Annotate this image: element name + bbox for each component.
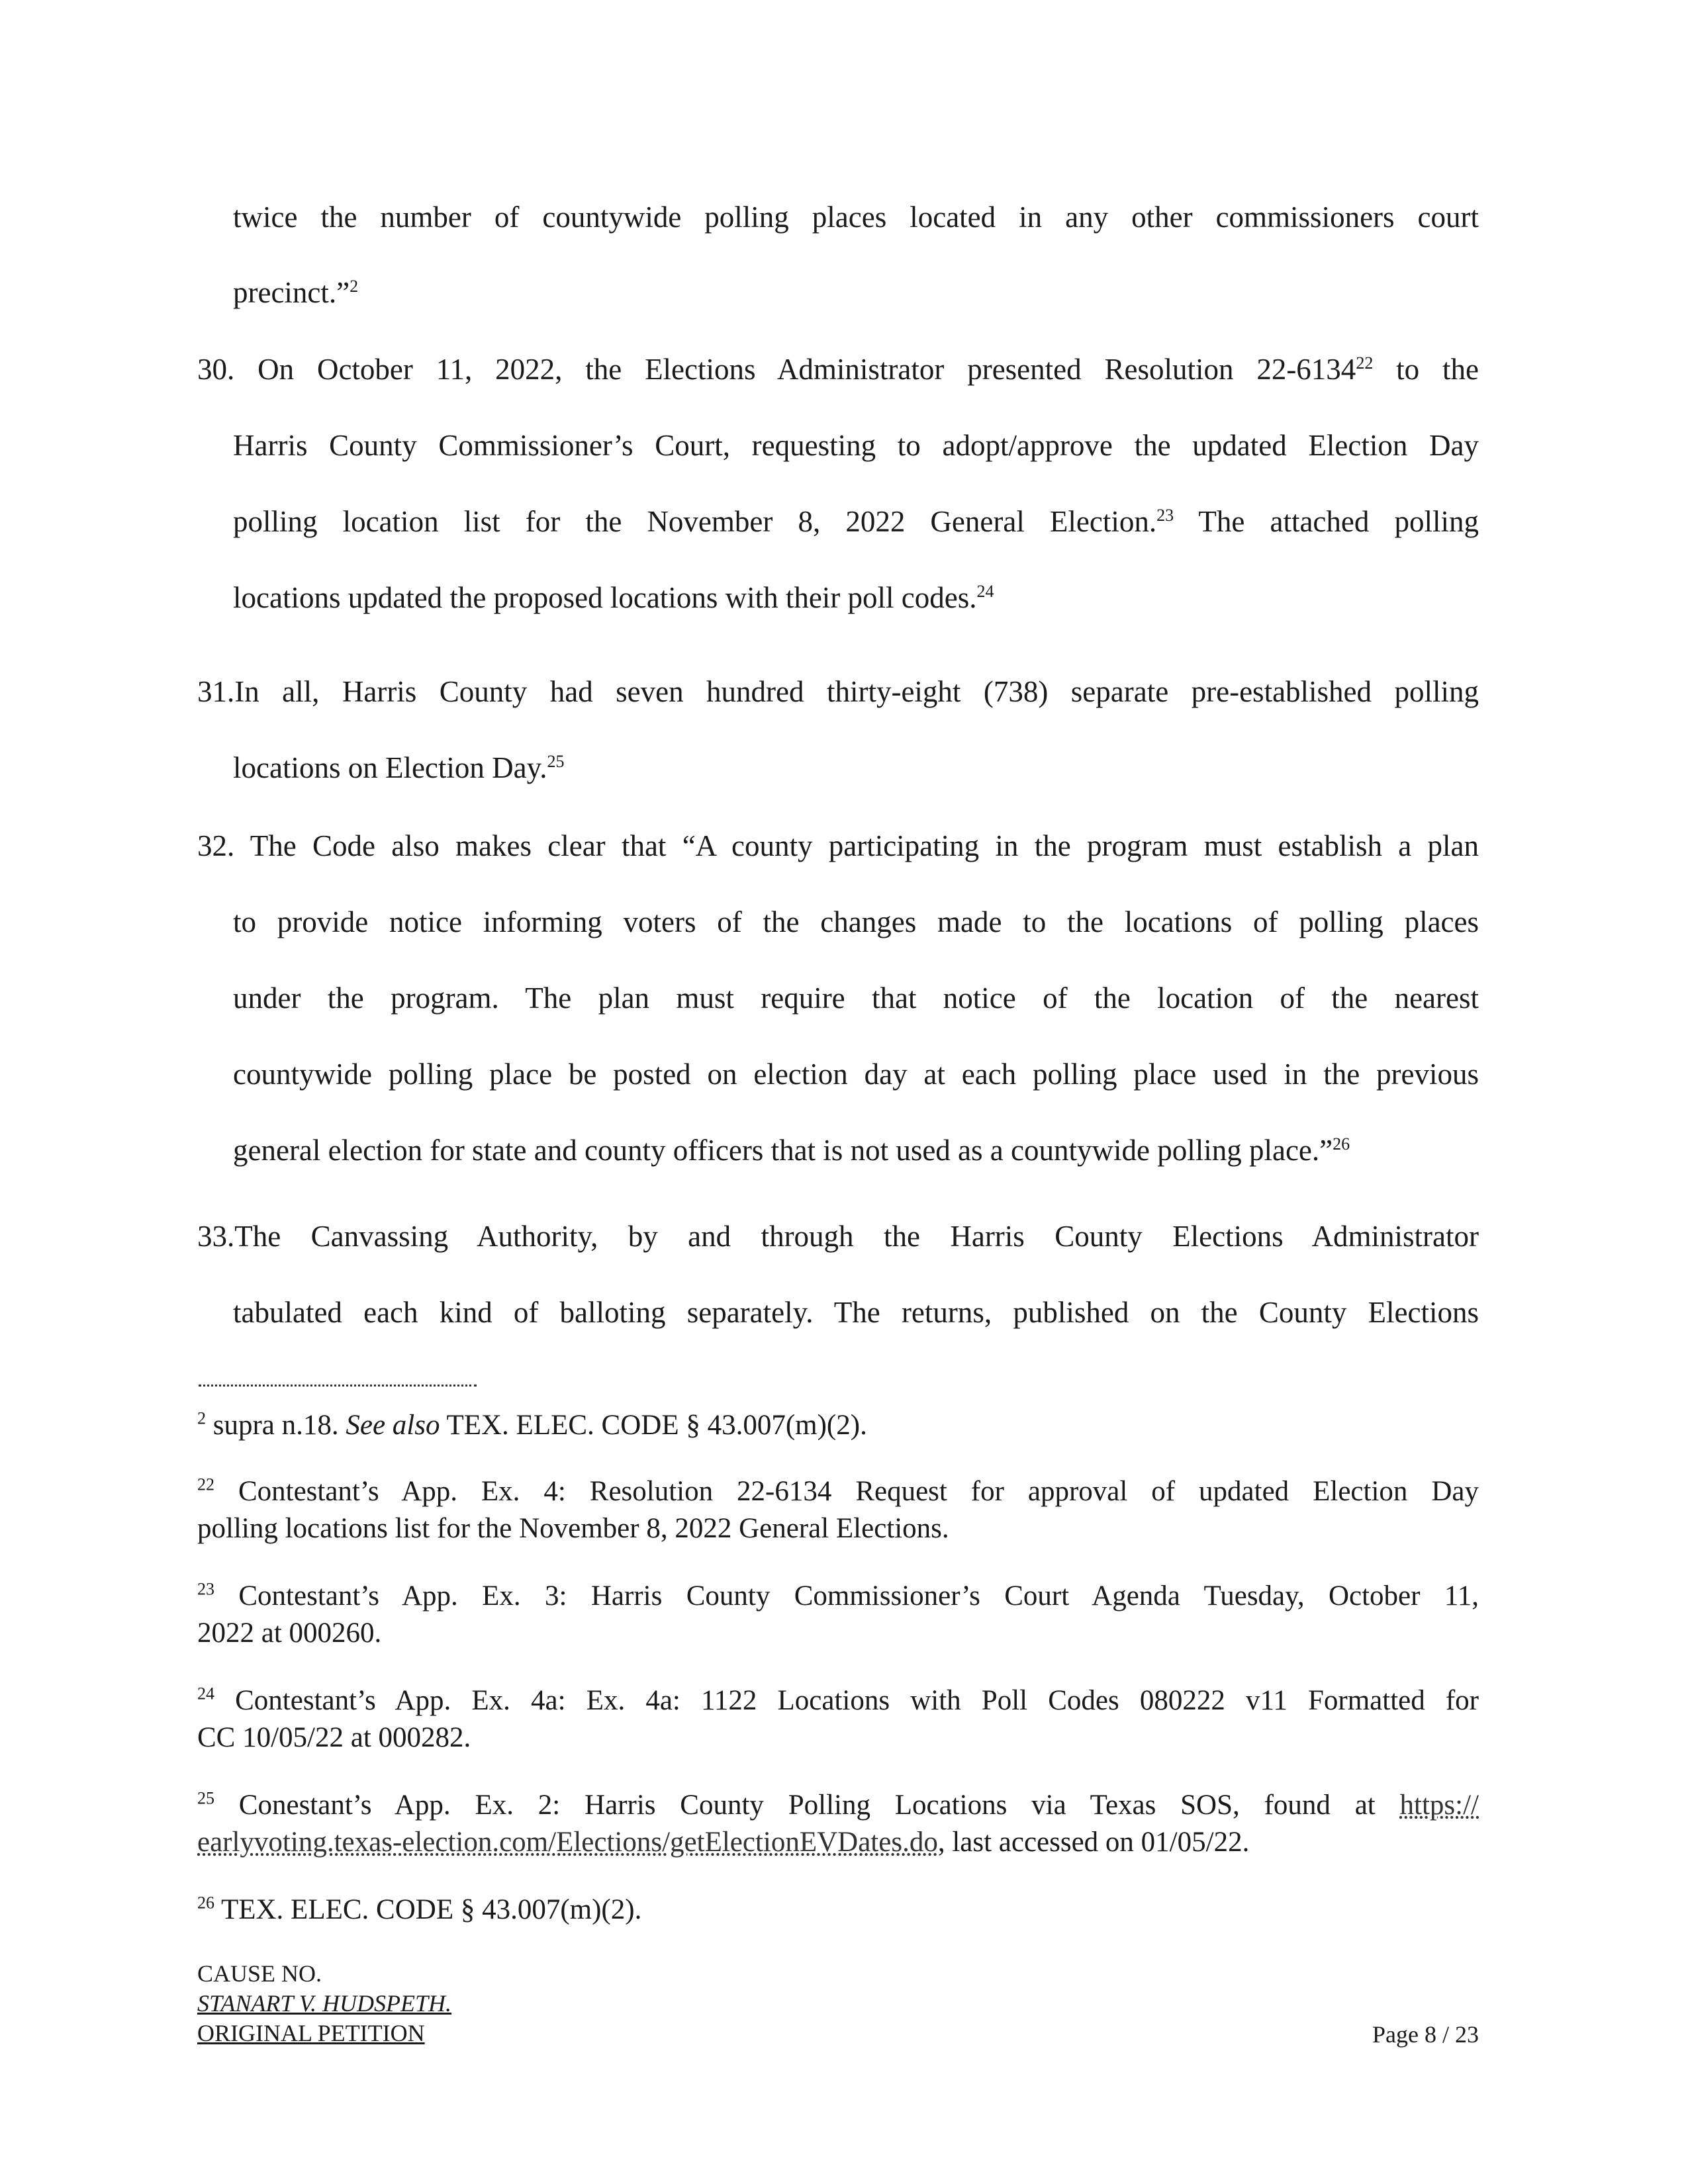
footnote-ref-22[interactable]: 22 xyxy=(1356,353,1374,373)
p29-line-1: twice the number of countywide polling places located in any other commissioners court xyxy=(233,201,1479,234)
p33-line-1: 33.The Canvassing Authority, by and through the Harris County Elections Administrator xyxy=(197,1220,1479,1253)
document-title: ORIGINAL PETITION xyxy=(197,2020,425,2046)
footnote-separator xyxy=(199,1385,477,1387)
footnote-ref-24[interactable]: 24 xyxy=(976,582,994,601)
footnote-ref-26[interactable]: 26 xyxy=(1333,1134,1350,1154)
p32-line-1: 32. The Code also makes clear that “A county participating in the program must establish a plan xyxy=(197,829,1479,862)
footnote-ref-2[interactable]: 2 xyxy=(350,277,359,296)
p30-line-4: locations updated the proposed locations with their poll codes.$^{24}$ xyxy=(233,581,994,614)
p30-line-1: 30. On October 11, 2022, the Elections Administrator presented Resolution 22-6134$^{22}$ to the xyxy=(197,353,1479,386)
footnote-ref-25[interactable]: 25 xyxy=(547,752,565,771)
footnote-25: $^{25}$ Conestant’s App. Ex. 2: Harris County Polling Locations via Texas SOS, found at https:// earlyvoting.texas-election.com/Elections/getElectionEVDates.do, last accessed on 01/05/22. xyxy=(197,1788,1479,1858)
footnote-24: $^{24}$ Contestant’s App. Ex. 4a: Ex. 4a: 1122 Locations with Poll Codes 080222 v11 Formatted for CC 10/05/22 at 000282. xyxy=(197,1684,1479,1753)
p32-line-4: countywide polling place be posted on election day at each polling place used in the previous xyxy=(233,1058,1479,1091)
p30-line-2: Harris County Commissioner’s Court, requesting to adopt/approve the updated Election Day xyxy=(233,429,1479,462)
p29-line-2: precinct.”$^2$ xyxy=(233,276,359,309)
p32-line-2: to provide notice informing voters of the changes made to the locations of polling places xyxy=(233,905,1479,938)
cause-number: CAUSE NO. xyxy=(197,1960,322,1987)
footnote-26: $^{26}$ TEX. ELEC. CODE § 43.007(m)(2). xyxy=(197,1893,642,1925)
page-number: Page 8 / 23 xyxy=(1372,2021,1479,2048)
footnote-22: $^{22}$ Contestant’s App. Ex. 4: Resolution 22-6134 Request for approval of updated Election Day polling locations list for the November 8, 2022 General Elections. xyxy=(197,1475,1479,1544)
p31-line-1: 31.In all, Harris County had seven hundred thirty-eight (738) separate pre-established polling xyxy=(197,675,1479,708)
footnote-2: $^2$ supra n.18. See also TEX. ELEC. CODE § 43.007(m)(2). xyxy=(197,1408,867,1441)
footnote-25-link[interactable]: https:// xyxy=(1399,1790,1479,1821)
case-caption: STANART V. HUDSPETH. xyxy=(197,1990,452,2017)
p32-line-5: general election for state and county officers that is not used as a countywide polling place.”$^{26}$ xyxy=(233,1134,1350,1167)
footer-caption xyxy=(197,1959,451,2048)
p32-line-3: under the program. The plan must require that notice of the location of the nearest xyxy=(233,981,1479,1015)
p33-line-2: tabulated each kind of balloting separately. The returns, published on the County Elections xyxy=(233,1296,1479,1329)
p30-line-3: polling location list for the November 8, 2022 General Election.$^{23}$ The attached polling xyxy=(233,505,1479,538)
footnote-25-link-cont[interactable]: earlyvoting.texas-election.com/Elections/getElectionEVDates.do xyxy=(197,1827,938,1858)
p31-line-2: locations on Election Day.$^{25}$ xyxy=(233,751,565,784)
footnote-ref-23[interactable]: 23 xyxy=(1156,506,1174,525)
footnote-23: $^{23}$ Contestant’s App. Ex. 3: Harris County Commissioner’s Court Agenda Tuesday, October 11, 2022 at 000260. xyxy=(197,1579,1479,1649)
